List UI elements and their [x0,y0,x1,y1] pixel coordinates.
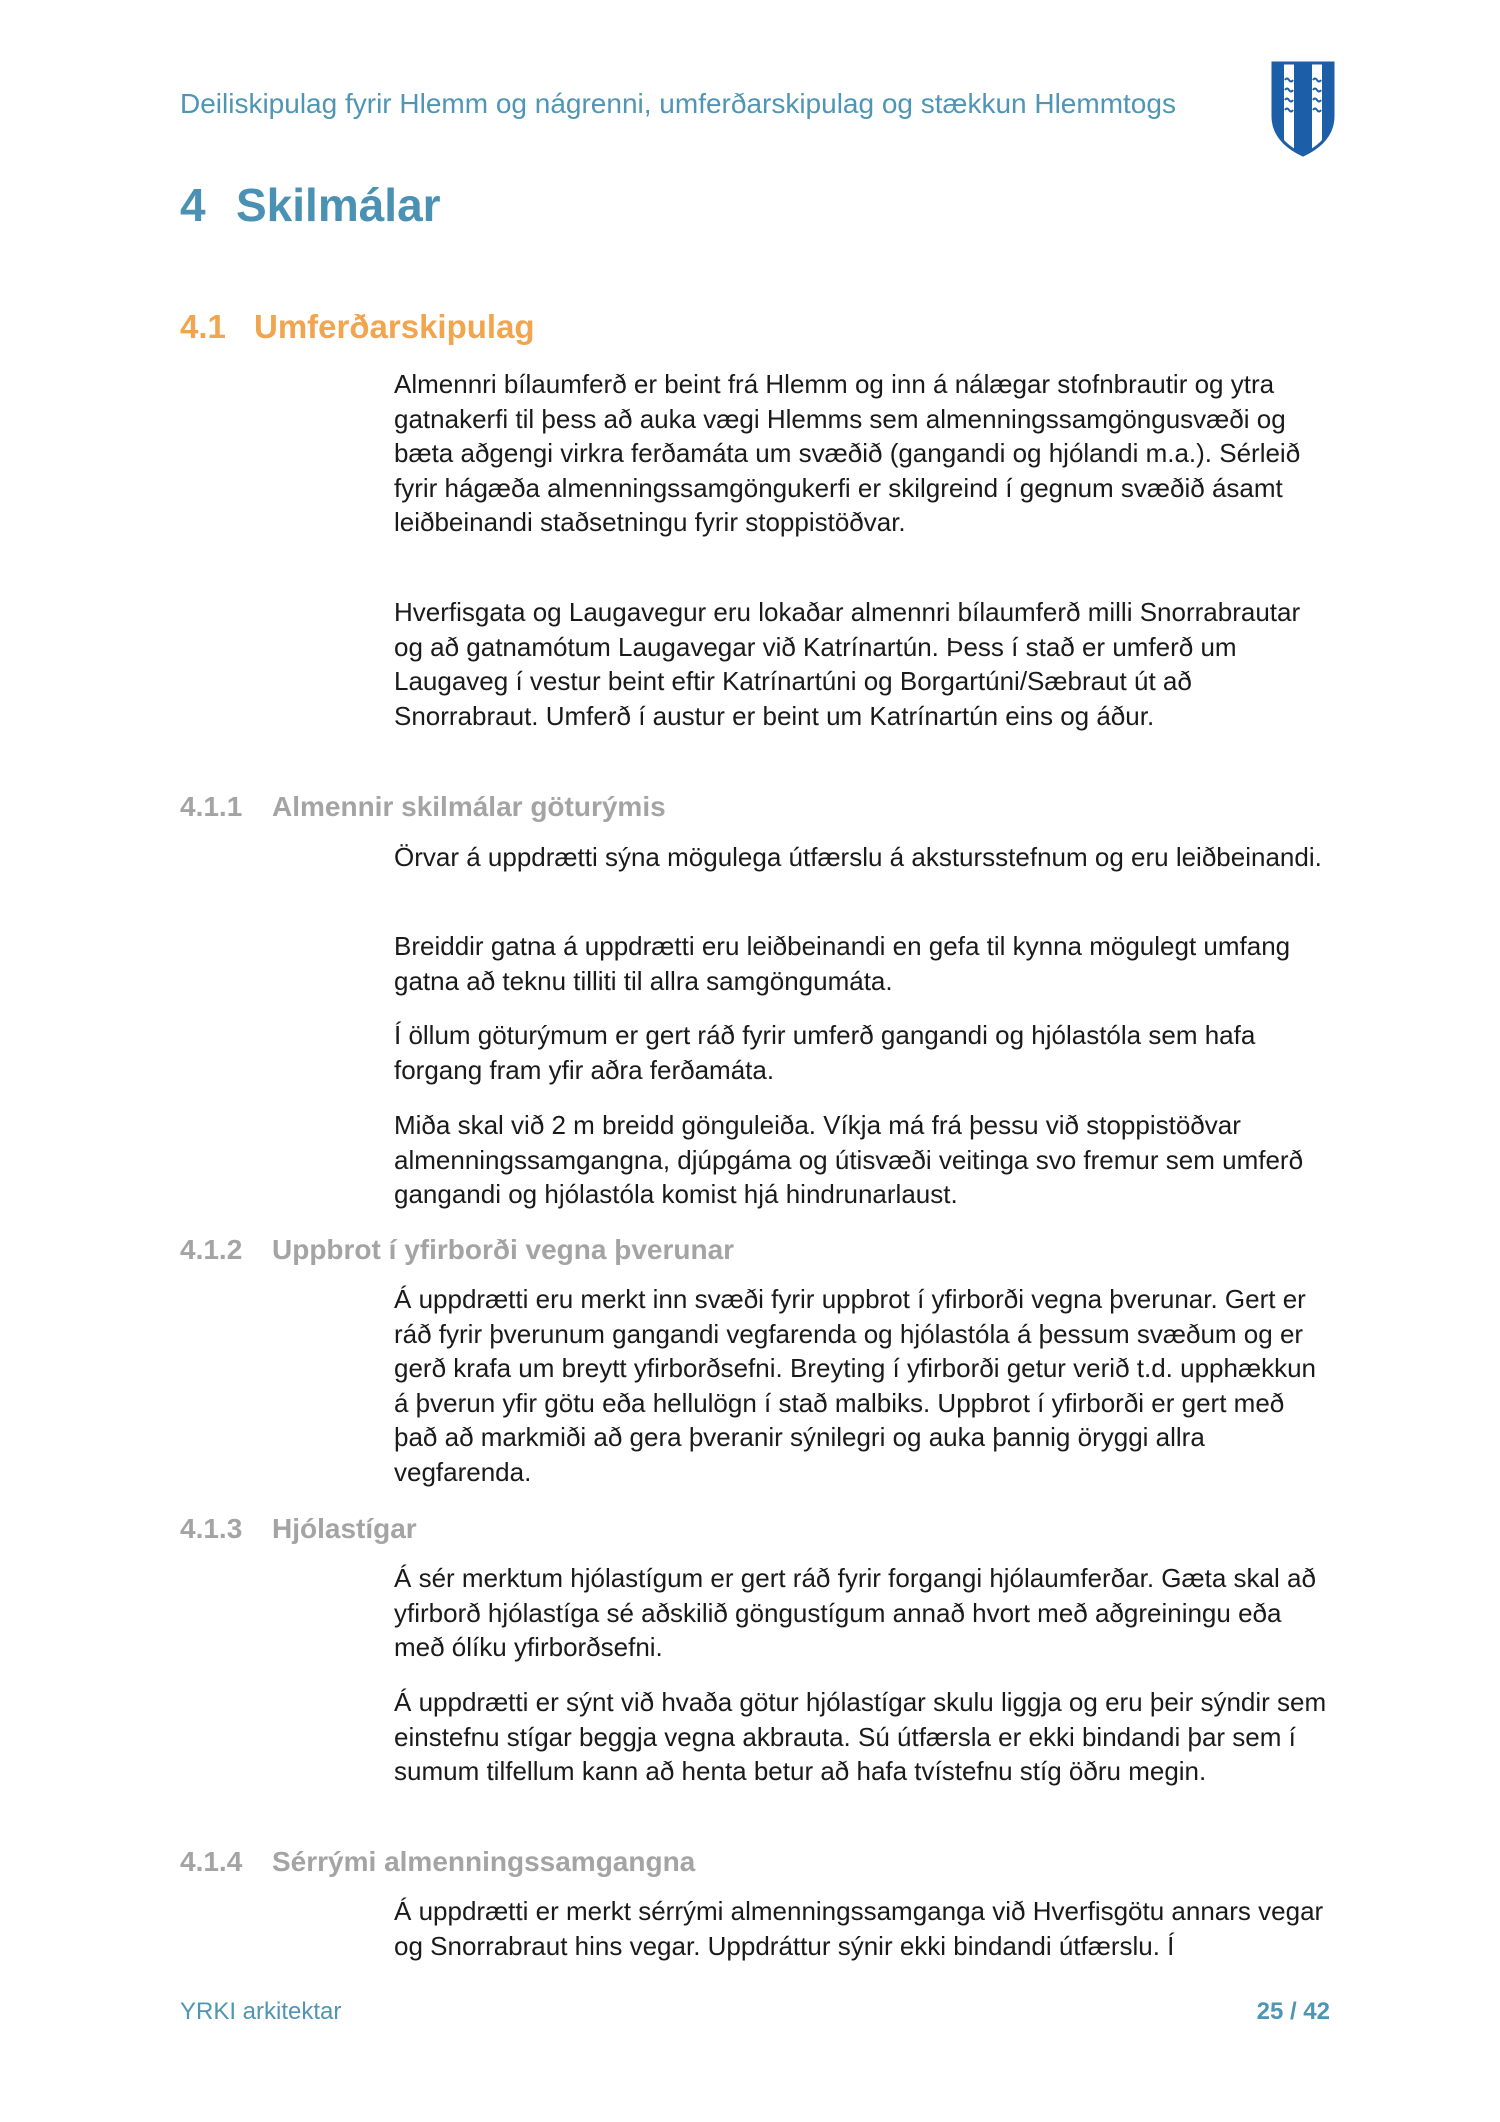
body-paragraph: Á uppdrætti er merkt sérrými almenningssamganga við Hverfisgötu annars vegar og Snorrabraut hins vegar. Uppdráttur sýnir ekki bindandi útfærslu. Í [394,1896,1324,1961]
subsection-title: Uppbrot í yfirborði vegna þverunar [272,1234,735,1265]
body-paragraph: Í öllum göturýmum er gert ráð fyrir umferð gangandi og hjólastóla sem hafa forgang fram yfir aðra ferðamáta. [394,1020,1256,1085]
subsection-number: 4.1.2 [180,1234,243,1265]
chapter-heading [180,175,441,235]
subsection-heading [180,1844,695,1880]
subsection-title: Sérrými almenningssamgangna [272,1846,696,1877]
subsection-number: 4.1.1 [180,791,243,822]
body-paragraph: Miða skal við 2 m breidd gönguleiða. Víkja má frá þessu við stoppistöðvar almenningssamgangna, djúpgáma og útisvæði veitinga svo fremur sem umferð gangandi og hjólastóla komist hjá hindrunarlaust. [394,1110,1304,1209]
body-paragraph: Á sér merktum hjólastígum er gert ráð fyrir forgangi hjólaumferðar. Gæta skal að yfirborð hjólastíga sé aðskilið göngustígum annað hvort með aðgreiningu eða með ólíku yfirborðsefni. [394,1563,1316,1662]
body-paragraph: Hverfisgata og Laugavegur eru lokaðar almennri bílaumferð milli Snorrabrautar og að gatnamótum Laugavegar við Katrínartún. Þess í stað er umferð um Laugaveg í vestur beint eftir Katrínartúni og Borgartúni/Sæbraut út að Snorrabraut. Umferð í austur er beint um Katrínartún eins og áður. [394,597,1301,731]
section-number: 4.1 [180,308,226,345]
footer-company: YRKI arkitektar [180,1998,342,2025]
subsection-title: Hjólastígar [272,1513,417,1544]
page-number: 25 / 42 [1256,1998,1330,2025]
subsection-title: Almennir skilmálar göturýmis [272,791,666,822]
subsection-number: 4.1.4 [180,1846,243,1877]
subsection-heading [180,789,666,825]
subsection-number: 4.1.3 [180,1513,243,1544]
section-heading [180,305,535,349]
body-paragraph: Breiddir gatna á uppdrætti eru leiðbeinandi en gefa til kynna mögulegt umfang gatna að teknu tilliti til allra samgöngumáta. [394,931,1291,996]
body-paragraph: Örvar á uppdrætti sýna mögulega útfærslu á akstursstefnum og eru leiðbeinandi. [394,842,1322,872]
body-paragraph: Á uppdrætti er sýnt við hvaða götur hjólastígar skulu liggja og eru þeir sýndir sem einstefnu stígar beggja vegna akbrauta. Sú útfærsla er ekki bindandi þar sem í sumum tilfellum kann að henta betur að hafa tvístefnu stíg öðru megin. [394,1687,1327,1786]
body-paragraph: Á uppdrætti eru merkt inn svæði fyrir uppbrot í yfirborði vegna þverunar. Gert er ráð fyrir þverunum gangandi vegfarenda og hjólastóla á þessum svæðum og er gerð krafa um breytt yfirborðsefni. Breyting í yfirborði getur verið t.d. upphækkun á þverun yfir götu eða hellulögn í stað malbiks. Uppbrot í yfirborði er gert með það að markmiði að gera þveranir sýnilegri og auka þannig öryggi allra vegfarenda. [394,1284,1316,1487]
chapter-title: Skilmálar [236,179,441,231]
document-header-title: Deiliskipulag fyrir Hlemm og nágrenni, umferðarskipulag og stækkun Hlemmtogs [180,88,1176,119]
chapter-number: 4 [180,179,206,231]
body-paragraph: Almennri bílaumferð er beint frá Hlemm og inn á nálægar stofnbrautir og ytra gatnakerfi til þess að auka vægi Hlemms sem almenningssamgöngusvæði og bæta aðgengi virkra ferðamáta um svæðið (gangandi og hjólandi m.a.). Sérleið fyrir hágæða almenningssamgöngukerfi er skilgreind í gegnum svæðið ásamt leiðbeinandi staðsetningu fyrir stoppistöðvar. [394,369,1301,537]
subsection-heading [180,1511,417,1547]
reykjavik-coat-of-arms-icon [1270,60,1336,158]
subsection-heading [180,1232,734,1268]
section-title: Umferðarskipulag [254,308,535,345]
